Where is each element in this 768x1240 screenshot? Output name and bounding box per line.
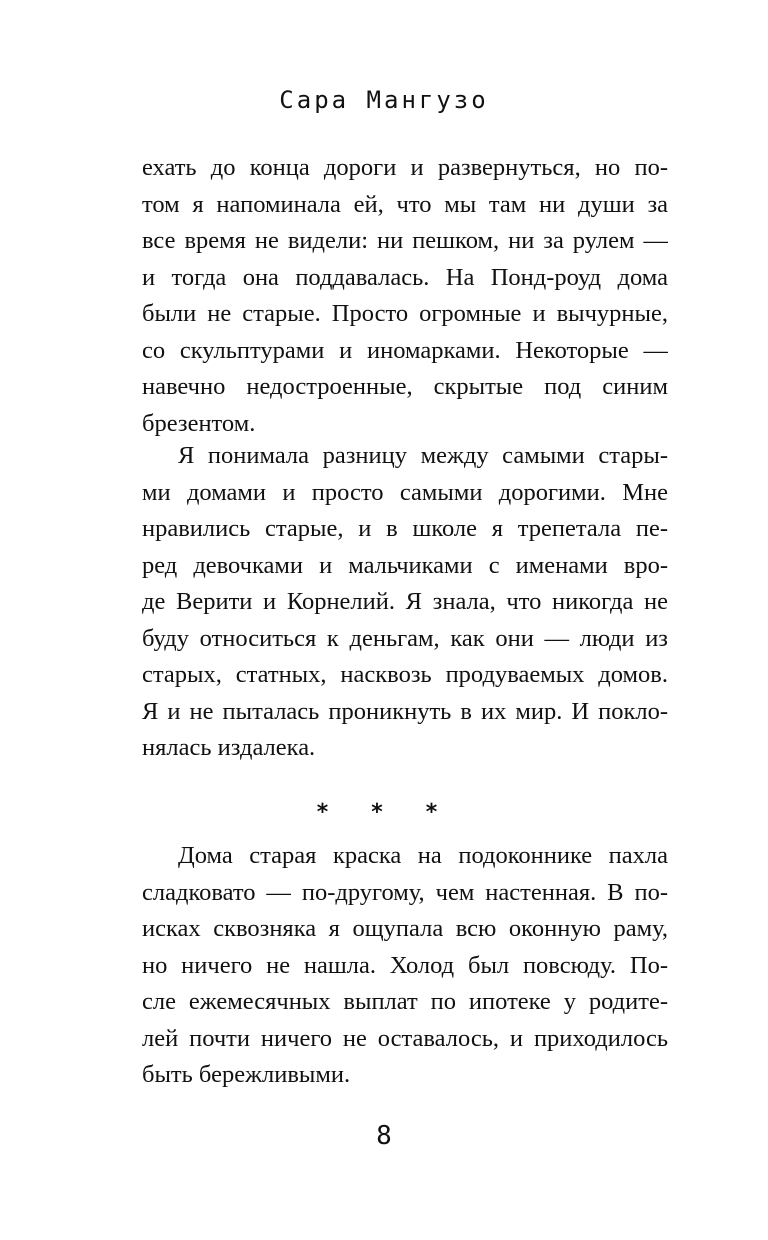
text-line: исках сквозняка я ощупала всю оконную раму,: [142, 915, 668, 942]
text-line: но ничего не нашла. Холод был повсюду. По-: [142, 951, 668, 979]
text-line: де Верити и Корнелий. Я знала, что никогда не: [142, 588, 668, 615]
page-number: 8: [376, 1121, 392, 1151]
text-line: буду относиться к деньгам, как они — люди из: [142, 624, 668, 652]
running-head-author: Сара Мангузо: [279, 86, 489, 114]
paragraph-2: [142, 438, 668, 767]
text-line: нялась издалека.: [142, 734, 316, 761]
text-line: брезентом.: [142, 409, 256, 437]
paragraph-1: [142, 150, 668, 442]
text-line: сле ежемесячных выплат по ипотеке у родите-: [142, 988, 668, 1015]
text-line: Я понимала разницу между самыми стары-: [178, 442, 668, 469]
text-line: старых, статных, насквозь продуваемых домов.: [142, 661, 668, 688]
text-line: том я напоминала ей, что мы там ни души за: [142, 190, 668, 218]
text-line: ми домами и просто самыми дорогими. Мне: [142, 478, 668, 506]
text-line: навечно недостроенные, скрытые под синим: [142, 373, 668, 400]
text-line: и тогда она поддавалась. На Понд-роуд дома: [142, 263, 668, 291]
text-line: со скульптурами и иномарками. Некоторые —: [142, 336, 668, 364]
text-line: ехать до конца дороги и развернуться, но по-: [142, 154, 668, 181]
paragraph-3: [142, 838, 668, 1094]
text-line: сладковато — по-другому, чем настенная. В по-: [142, 878, 668, 906]
text-line: лей почти ничего не оставалось, и приходилось: [142, 1024, 668, 1052]
text-line: нравились старые, и в школе я трепетала пе-: [142, 515, 668, 542]
text-line: Я и не пыталась проникнуть в их мир. И покло-: [142, 697, 668, 725]
text-line: Дома старая краска на подоконнике пахла: [178, 842, 668, 869]
section-separator: * * *: [315, 800, 453, 825]
text-line: все время не видели: ни пешком, ни за рулем —: [142, 227, 668, 254]
text-line: были не старые. Просто огромные и вычурные,: [142, 300, 668, 327]
text-line: быть бережливыми.: [142, 1061, 351, 1088]
text-line: ред девочками и мальчиками с именами вро-: [142, 551, 668, 579]
